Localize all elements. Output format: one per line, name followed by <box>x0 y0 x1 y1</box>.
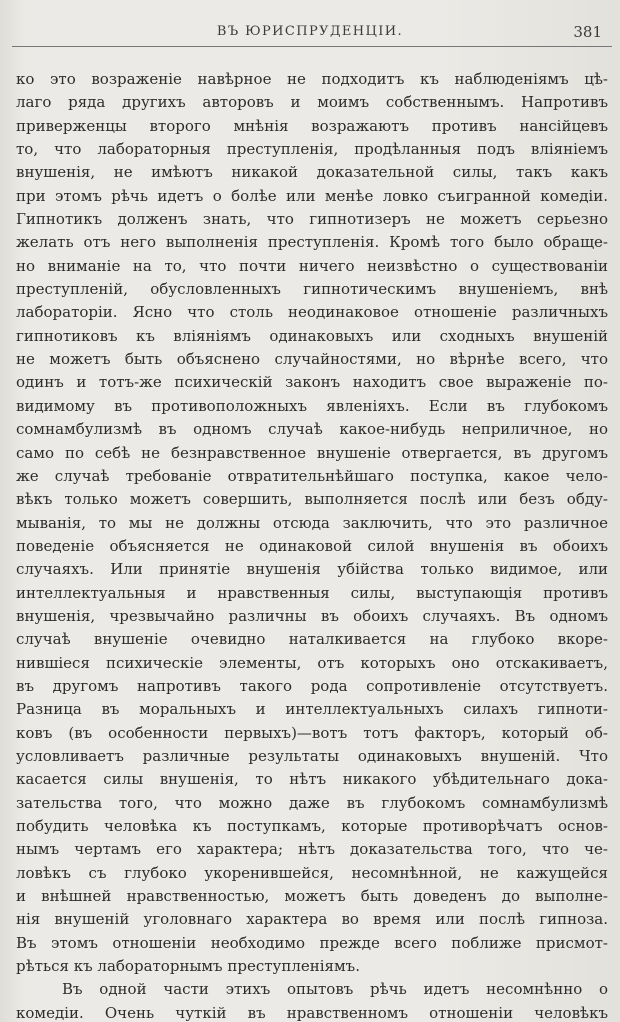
text-line: само по себѣ не безнравственное внушеніе отвергается, въ другомъ <box>16 443 608 462</box>
text-line: желать отъ него выполненія преступленія. Кромѣ того было обраще- <box>16 233 608 252</box>
text-line: нія внушеній уголовнаго характера во время или послѣ гипноза. <box>16 910 608 929</box>
paragraph-end-line: рѣться къ лабораторнымъ преступленіямъ. <box>16 957 360 976</box>
text-line: условливаетъ различные результаты одинаковыхъ внушеній. Что <box>16 746 608 765</box>
text-line: Разница въ моральныхъ и интеллектуальныхъ силахъ гипноти- <box>16 700 608 719</box>
text-line: но вниманіе на то, что почти ничего неизвѣстно о существованіи <box>16 256 608 275</box>
text-line: касается силы внушенія, то нѣтъ никакого убѣдительнаго дока- <box>16 770 608 789</box>
text-line: случаяхъ. Или принятіе внушенія убійства только видимое, или <box>16 560 608 579</box>
text-line: при этомъ рѣчь идетъ о болѣе или менѣе ловко съигранной комедіи. <box>16 186 608 205</box>
text-line: вѣкъ только можетъ совершить, выполняется послѣ или безъ обду- <box>16 490 608 509</box>
body-text <box>16 68 608 1022</box>
text-line: сомнамбулизмѣ въ одномъ случаѣ какое-нибудь неприличное, но <box>16 420 608 439</box>
text-line: лаго ряда другихъ авторовъ и моимъ собственнымъ. Напротивъ <box>16 93 608 112</box>
text-line: ловѣкъ съ глубоко укоренившейся, несомнѣнной, не кажущейся <box>16 863 608 882</box>
text-line: приверженцы второго мнѣнія возражаютъ противъ нансійцевъ <box>16 116 608 135</box>
text-line: одинъ и тотъ-же психическій законъ находитъ свое выраженіе по- <box>16 373 608 392</box>
text-line: преступленій, обусловленныхъ гипнотическимъ внушеніемъ, внѣ <box>16 280 608 299</box>
text-line: комедіи. Очень чуткій въ нравственномъ отношеніи человѣкъ <box>16 1003 608 1022</box>
text-line: случаѣ внушеніе очевидно наталкивается на глубоко вкоре- <box>16 630 608 649</box>
text-line: и внѣшней нравственностью, можетъ быть доведенъ до выполне- <box>16 887 608 906</box>
text-line: поведеніе объясняется не одинаковой силой внушенія въ обоихъ <box>16 536 608 555</box>
text-line: же случаѣ требованіе отвратительнѣйшаго поступка, какое чело- <box>16 466 608 485</box>
text-line: не можетъ быть объяснено случайностями, но вѣрнѣе всего, что <box>16 350 608 369</box>
text-line: ко это возраженіе навѣрное не подходитъ къ наблюденіямъ цѣ- <box>16 70 608 88</box>
paragraph-start-line: Въ одной части этихъ опытовъ рѣчь идетъ несомнѣнно о <box>62 980 608 999</box>
running-title: ВЪ ЮРИСПРУДЕНЦІИ. <box>216 24 404 39</box>
text-line: гипнотиковъ къ вліяніямъ одинаковыхъ или сходныхъ внушеній <box>16 326 608 345</box>
text-line: лабораторіи. Ясно что столь неодинаковое отношеніе различныхъ <box>16 303 608 322</box>
text-line: побудить человѣка къ поступкамъ, которые противорѣчатъ основ- <box>16 817 608 835</box>
text-line: то, что лабораторныя преступленія, продѣланныя подъ вліяніемъ <box>16 140 608 159</box>
text-line: въ другомъ напротивъ такого рода сопротивленіе отсутствуетъ. <box>16 676 608 695</box>
running-head <box>0 24 620 48</box>
text-line: нымъ чертамъ его характера; нѣтъ доказательства того, что че- <box>16 840 608 859</box>
text-line: интеллектуальныя и нравственныя силы, выступающія противъ <box>16 583 608 602</box>
text-line: мыванія, то мы не должны отсюда заключить, что это различное <box>16 513 608 532</box>
text-line: внушенія, не имѣютъ никакой доказательной силы, такъ какъ <box>16 163 608 182</box>
text-line: нившіеся психическіе элементы, отъ которыхъ оно отскакиваетъ, <box>16 653 608 672</box>
text-line: видимому въ противоположныхъ явленіяхъ. Если въ глубокомъ <box>16 396 608 415</box>
header-rule <box>12 46 612 47</box>
text-line: Въ этомъ отношеніи необходимо прежде всего поближе присмот- <box>16 933 608 952</box>
text-line: зательства того, что можно даже въ глубокомъ сомнамбулизмѣ <box>16 793 608 812</box>
page-number: 381 <box>573 23 602 41</box>
text-line: внушенія, чрезвычайно различны въ обоихъ случаяхъ. Въ одномъ <box>16 606 608 625</box>
text-line: ковъ (въ особенности первыхъ)—вотъ тотъ факторъ, который об- <box>16 723 608 742</box>
text-line: Гипнотикъ долженъ знать, что гипнотизеръ не можетъ серьезно <box>16 210 608 229</box>
